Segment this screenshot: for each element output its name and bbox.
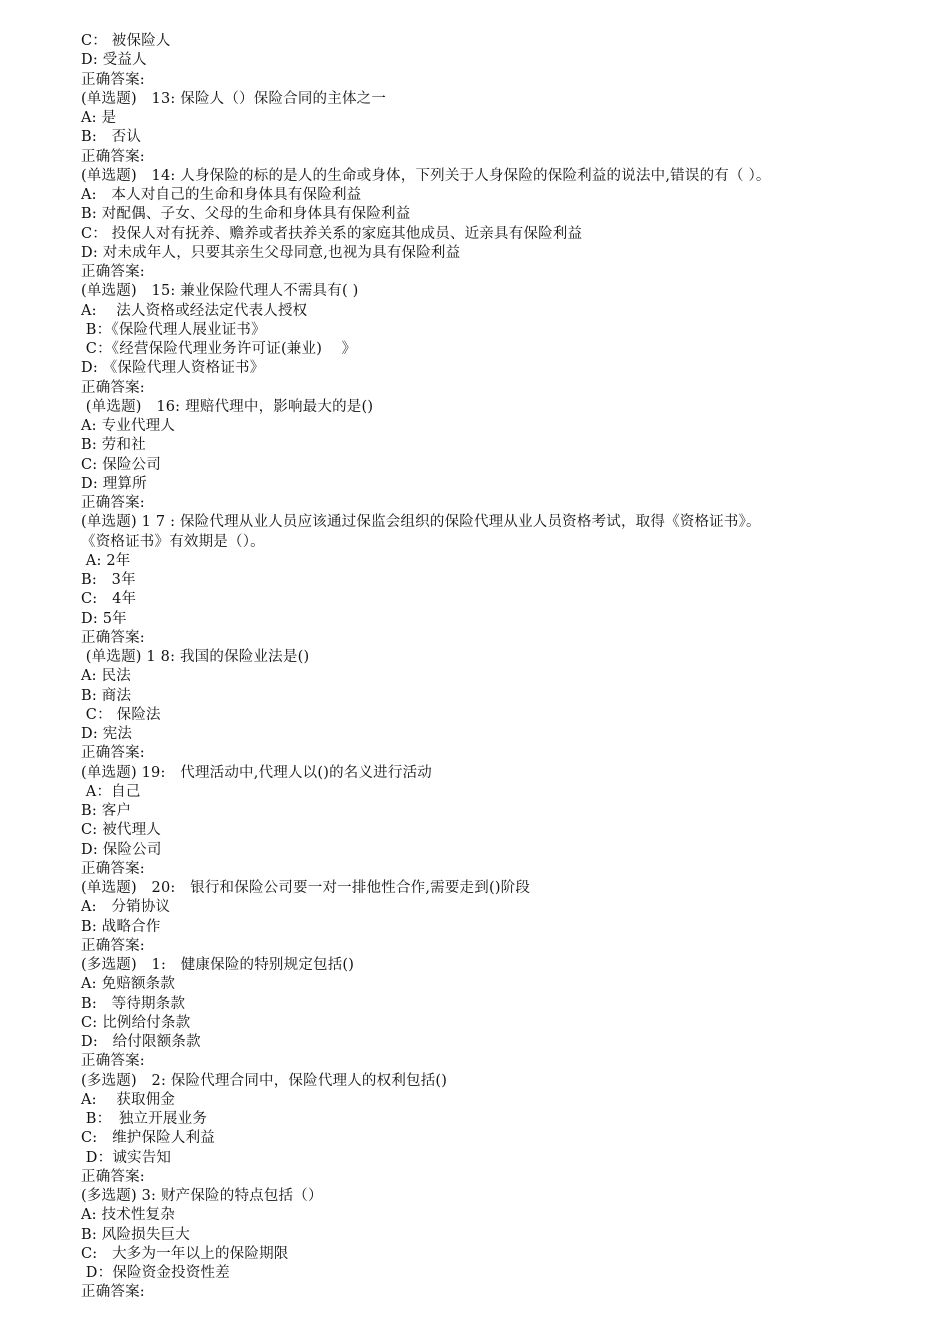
document-line: (单选题) 19: 代理活动中,代理人以()的名义进行活动 — [81, 764, 432, 781]
document-line: C： 保险法 — [81, 706, 161, 723]
document-line: A: 分销协议 — [81, 899, 171, 916]
document-line: D: 对未成年人，只要其亲生父母同意,也视为具有保险利益 — [81, 244, 461, 261]
document-line: A: 法人资格或经法定代表人授权 — [81, 302, 308, 319]
document-line: A: 民法 — [81, 668, 131, 685]
document-line: A: 获取佣金 — [81, 1091, 176, 1108]
document-line: 正确答案: — [81, 1168, 145, 1185]
document-line: (单选题) 14: 人身保险的标的是人的生命或身体，下列关于人身保险的保险利益的说法中,错误的有（ ）。 — [81, 167, 771, 184]
document-line: B: 3年 — [81, 572, 136, 588]
document-line: A: 技术性复杂 — [81, 1207, 176, 1224]
document-line: C： 投保人对有抚养、赡养或者扶养关系的家庭其他成员、近亲具有保险利益 — [81, 225, 583, 242]
document-line: 正确答案: — [81, 379, 145, 396]
document-line: (单选题) 15: 兼业保险代理人不需具有( ) — [81, 283, 359, 300]
document-line: C: 被代理人 — [81, 822, 161, 839]
document-line: D: 给付限额条款 — [81, 1034, 201, 1050]
document-line: 《资格证书》有效期是（）。 — [81, 533, 265, 550]
document-line: (单选题) 1 7 : 保险代理从业人员应该通过保监会组织的保险代理从业人员资格考试，取得《资格证书》。 — [81, 514, 761, 531]
document-line: D: 5年 — [81, 610, 127, 627]
document-line: C: 比例给付条款 — [81, 1014, 191, 1031]
document-line: 正确答案: — [81, 264, 145, 280]
document-line: C: 保险公司 — [81, 456, 161, 473]
document-line: B: 对配偶、子女、父母的生命和身体具有保险利益 — [81, 206, 411, 223]
document-line: (单选题) 1 8: 我国的保险业法是() — [81, 649, 310, 665]
document-line: A: 免赔额条款 — [81, 976, 176, 993]
document-line: B: 客户 — [81, 803, 132, 819]
document-line: D: 保险公司 — [81, 841, 162, 858]
document-line: D: 受益人 — [81, 52, 147, 69]
document-line: 正确答案: — [81, 148, 145, 165]
document-line: 正确答案: — [81, 745, 145, 762]
document-line: 正确答案: — [81, 71, 145, 88]
document-line: B: 等待期条款 — [81, 995, 186, 1012]
document-line: D：保险资金投资性差 — [81, 1265, 230, 1281]
document-line: B: 劳和社 — [81, 437, 146, 454]
document-line: A: 专业代理人 — [81, 418, 176, 434]
question-list — [81, 32, 941, 1303]
document-line: 正确答案: — [81, 495, 145, 511]
document-line: (多选题) 2: 保险代理合同中，保险代理人的权利包括() — [81, 1072, 448, 1089]
document-line: A：自己 — [81, 783, 141, 800]
document-line: (多选题) 3: 财产保险的特点包括（） — [81, 1188, 323, 1204]
document-line: D: 理算所 — [81, 475, 147, 492]
document-line: B: 否认 — [81, 129, 142, 146]
document-line: (单选题) 16: 理赔代理中，影响最大的是() — [81, 398, 374, 415]
document-line: D: 《保险代理人资格证书》 — [81, 360, 265, 377]
document-line: B：《保险代理人展业证书》 — [81, 321, 266, 338]
document-line: B: 风险损失巨大 — [81, 1226, 190, 1243]
document-line: 正确答案: — [81, 629, 145, 646]
document-line: (单选题) 13: 保险人（）保险合同的主体之一 — [81, 90, 387, 107]
document-line: C: 大多为一年以上的保险期限 — [81, 1245, 289, 1262]
document-line: A: 本人对自己的生命和身体具有保险利益 — [81, 187, 362, 203]
document-line: A: 2年 — [81, 552, 131, 569]
document-line: C： 被保险人 — [81, 33, 171, 49]
document-line: 正确答案: — [81, 860, 145, 877]
document-line: D: 宪法 — [81, 726, 133, 742]
document-line: (单选题) 20: 银行和保险公司要一对一排他性合作,需要走到()阶段 — [81, 880, 531, 896]
document-line: D：诚实告知 — [81, 1149, 172, 1166]
document-line: B: 战略合作 — [81, 918, 161, 935]
document-line: A: 是 — [81, 110, 117, 126]
document-line: C: 4年 — [81, 591, 137, 608]
document-line: B： 独立开展业务 — [81, 1111, 208, 1127]
document-line: C: 维护保险人利益 — [81, 1130, 215, 1147]
document-line: B: 商法 — [81, 687, 132, 704]
document-line: 正确答案: — [81, 1284, 145, 1301]
document-line: (多选题) 1: 健康保险的特别规定包括() — [81, 957, 355, 973]
document-line: 正确答案: — [81, 937, 145, 954]
document-line: 正确答案: — [81, 1053, 145, 1070]
document-line: C：《经营保险代理业务许可证(兼业) 》 — [81, 341, 357, 357]
